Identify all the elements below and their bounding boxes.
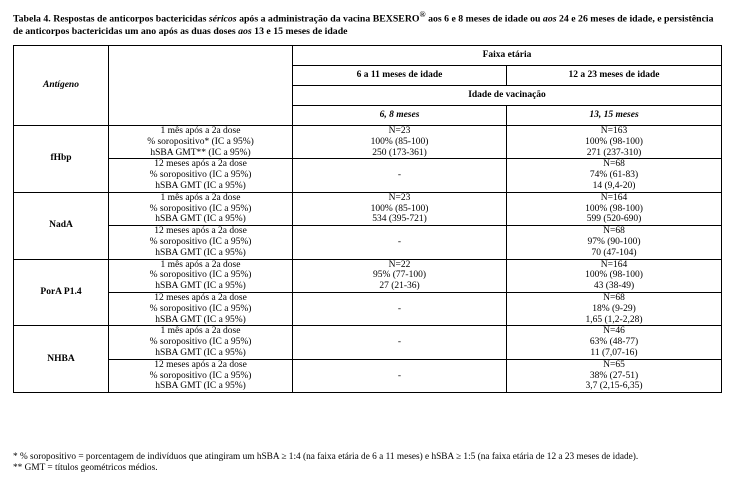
cell-line: hSBA GMT (IC a 95%) — [155, 247, 246, 258]
cell-line: N=65 — [603, 359, 625, 370]
cell-line — [293, 348, 506, 359]
cell-line: N=164 — [600, 259, 628, 270]
cell-line: hSBA GMT (IC a 95%) — [155, 381, 246, 392]
measure-labels — [109, 126, 293, 159]
schedule-13-15-header: 13, 15 meses — [507, 106, 722, 126]
cell-line: 70 (47-104) — [591, 247, 637, 258]
cell-line — [293, 360, 506, 371]
footnote: * % soropositivo = porcentagem de indivíduos que atingiram um hSBA ≥ 1:4 (na faixa etária de 6 a 11 meses) e hSBA ≥ 1:5 (na faixa etária de 12 a 23 meses de idade). — [13, 452, 639, 462]
cell-line — [293, 181, 506, 192]
cell-line: 11 (7,07-16) — [590, 347, 638, 358]
footnotes — [13, 452, 721, 474]
antigen-name: NHBA — [14, 326, 109, 393]
cell-line: 250 (173-361) — [372, 147, 427, 158]
cell-line: - — [397, 370, 402, 381]
blank-header — [109, 46, 293, 126]
cell-line: 38% (27-51) — [589, 370, 639, 381]
results-table — [13, 45, 722, 393]
measure-labels — [109, 259, 293, 292]
cell-line: 100% (98-100) — [585, 136, 643, 147]
cell-line: 63% (48-77) — [589, 337, 639, 348]
cell-line: 27 (21-36) — [379, 281, 420, 292]
cell-line: - — [397, 236, 402, 247]
cell-line: N=163 — [600, 126, 628, 136]
cell-line: N=46 — [603, 326, 625, 337]
registered-mark: ® — [419, 10, 426, 19]
cell-line — [293, 381, 506, 392]
antigen-name: NadA — [14, 192, 109, 259]
table-row — [14, 192, 722, 225]
cell-line: hSBA GMT (IC a 95%) — [155, 214, 246, 225]
cell-line: 100% (98-100) — [585, 203, 643, 214]
cell-line: 1 mês após a 2a dose — [160, 192, 241, 203]
value-cell-6-8 — [293, 192, 507, 225]
table-caption — [13, 9, 721, 38]
cell-line — [293, 159, 506, 170]
value-cell-6-8 — [293, 292, 507, 325]
value-cell-13-15 — [507, 359, 722, 392]
caption-text: aos 6 e 8 meses de idade ou — [425, 13, 543, 25]
cell-line: % soropositivo (IC a 95%) — [149, 337, 252, 348]
cell-line: hSBA GMT** (IC a 95%) — [150, 147, 251, 158]
antigen-name: PorA P1.4 — [14, 259, 109, 326]
cell-line: % soropositivo (IC a 95%) — [149, 170, 252, 181]
cell-line: 271 (237-310) — [586, 147, 642, 158]
cell-line: 534 (395-721) — [372, 214, 427, 225]
cell-line: 74% (61-83) — [589, 170, 639, 181]
caption-text: 24 e 26 meses de idade, e persistência de anticorpos bactericidas um ano após as duas doses — [13, 13, 714, 37]
cell-line: % soropositivo (IC a 95%) — [149, 203, 252, 214]
cell-line: 95% (77-100) — [372, 270, 427, 281]
cell-line: 12 meses após a 2a dose — [154, 359, 247, 370]
cell-line: N=164 — [600, 192, 628, 203]
cell-line: hSBA GMT (IC a 95%) — [155, 281, 246, 292]
cell-line: N=68 — [603, 159, 625, 170]
antigen-header: Antígeno — [14, 46, 109, 126]
cell-line: 599 (520-690) — [586, 214, 642, 225]
table-row — [14, 226, 722, 259]
value-cell-6-8 — [293, 159, 507, 192]
value-cell-13-15 — [507, 292, 722, 325]
cell-line: 100% (98-100) — [585, 270, 643, 281]
cell-line — [293, 315, 506, 326]
caption-text: 13 e 15 meses de idade — [251, 25, 348, 37]
age-12-23-header: 12 a 23 meses de idade — [507, 66, 722, 86]
cell-line: - — [397, 170, 402, 181]
caption-text: Tabela 4. Respostas de anticorpos bactericidas — [13, 13, 209, 25]
cell-line: % soropositivo (IC a 95%) — [149, 370, 252, 381]
cell-line: 97% (90-100) — [587, 236, 641, 247]
value-cell-13-15 — [507, 159, 722, 192]
value-cell-6-8 — [293, 126, 507, 159]
value-cell-6-8 — [293, 326, 507, 359]
value-cell-13-15 — [507, 126, 722, 159]
table-row — [14, 259, 722, 292]
footnote: ** GMT = títulos geométricos médios. — [13, 463, 158, 473]
value-cell-13-15 — [507, 259, 722, 292]
cell-line: 100% (85-100) — [370, 136, 429, 147]
cell-line: % soropositivo (IC a 95%) — [149, 303, 252, 314]
cell-line: hSBA GMT (IC a 95%) — [155, 347, 246, 358]
cell-line: 14 (9,4-20) — [592, 180, 636, 191]
caption-italic: aos — [238, 25, 252, 37]
cell-line: - — [397, 303, 402, 314]
cell-line: 1 mês após a 2a dose — [160, 326, 241, 337]
cell-line: 1 mês após a 2a dose — [160, 259, 241, 270]
cell-line: N=23 — [388, 126, 411, 136]
value-cell-6-8 — [293, 359, 507, 392]
cell-line: % soropositivo* (IC a 95%) — [147, 136, 254, 147]
cell-line: 18% (9-29) — [592, 303, 636, 314]
cell-line: N=68 — [603, 226, 625, 237]
value-cell-13-15 — [507, 326, 722, 359]
cell-line: % soropositivo (IC a 95%) — [149, 270, 252, 281]
measure-labels — [109, 192, 293, 225]
measure-labels — [109, 226, 293, 259]
cell-line: N=23 — [388, 192, 411, 203]
table-row — [14, 292, 722, 325]
cell-line: 3,7 (2,15-6,35) — [585, 381, 643, 392]
cell-line — [293, 248, 506, 259]
value-cell-13-15 — [507, 226, 722, 259]
cell-line — [293, 293, 506, 304]
cell-line: 12 meses após a 2a dose — [154, 292, 247, 303]
cell-line: N=68 — [603, 292, 625, 303]
value-cell-6-8 — [293, 226, 507, 259]
measure-labels — [109, 359, 293, 392]
measure-labels — [109, 292, 293, 325]
table-row — [14, 359, 722, 392]
age-6-11-header: 6 a 11 meses de idade — [293, 66, 507, 86]
antigen-name: fHbp — [14, 126, 109, 193]
cell-line: 1,65 (1,2-2,28) — [585, 314, 643, 325]
cell-line: % soropositivo (IC a 95%) — [149, 236, 252, 247]
caption-text: após a administração da vacina BEXSERO — [236, 13, 420, 25]
caption-italic: séricos — [208, 13, 237, 25]
measure-labels — [109, 159, 293, 192]
cell-line: 12 meses após a 2a dose — [154, 226, 247, 237]
value-cell-6-8 — [293, 259, 507, 292]
cell-line: N=22 — [388, 259, 411, 270]
cell-line: hSBA GMT (IC a 95%) — [155, 314, 246, 325]
table-row — [14, 326, 722, 359]
cell-line: 100% (85-100) — [370, 203, 429, 214]
cell-line: 12 meses após a 2a dose — [154, 159, 247, 170]
cell-line: 43 (38-49) — [593, 281, 635, 292]
cell-line — [293, 326, 506, 337]
cell-line: 1 mês após a 2a dose — [160, 126, 241, 136]
table-row — [14, 159, 722, 192]
cell-line: hSBA GMT (IC a 95%) — [155, 180, 246, 191]
vaccination-age-header: Idade de vacinação — [293, 86, 722, 106]
cell-line — [293, 226, 506, 237]
age-group-header: Faixa etária — [293, 46, 722, 66]
caption-italic: aos — [542, 13, 557, 25]
value-cell-13-15 — [507, 192, 722, 225]
table-row — [14, 126, 722, 159]
schedule-6-8-header: 6, 8 meses — [293, 106, 507, 126]
cell-line: - — [397, 337, 402, 348]
measure-labels — [109, 326, 293, 359]
table-body — [14, 126, 722, 393]
